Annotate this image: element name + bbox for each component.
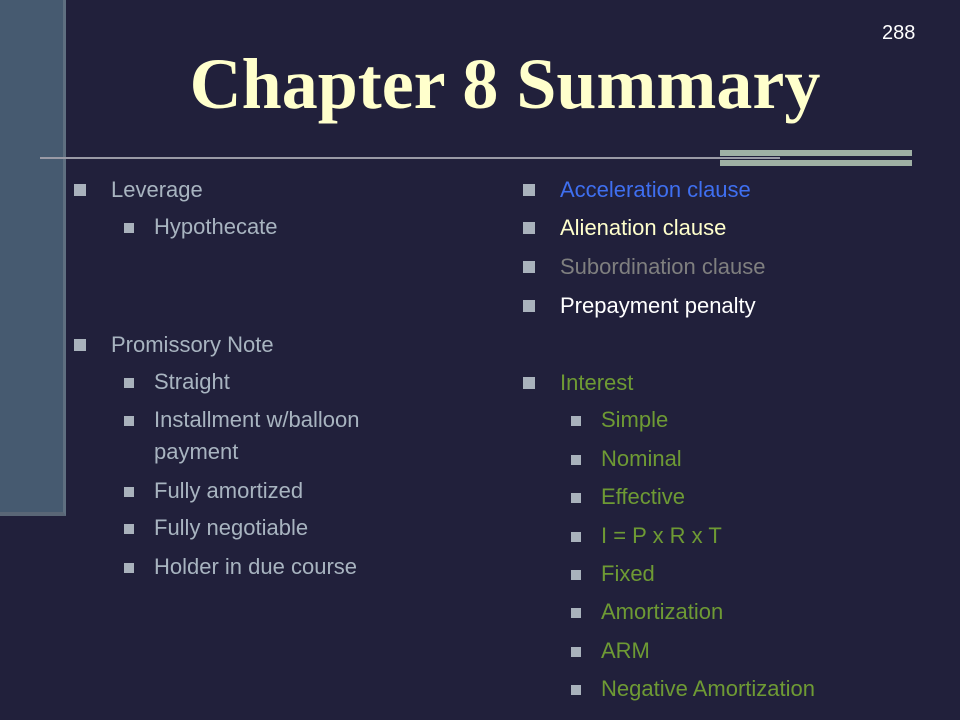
list-item bbox=[571, 596, 723, 628]
square-bullet-icon bbox=[571, 570, 581, 580]
title-divider-bar-top bbox=[720, 150, 912, 156]
list-item bbox=[124, 512, 308, 544]
list-item bbox=[571, 443, 682, 475]
square-bullet-icon bbox=[523, 184, 535, 196]
square-bullet-icon bbox=[74, 184, 86, 196]
list-item-label: Promissory Note bbox=[111, 332, 274, 357]
list-item bbox=[571, 520, 722, 552]
list-item bbox=[571, 404, 668, 436]
square-bullet-icon bbox=[571, 608, 581, 618]
list-item-label: I = P x R x T bbox=[601, 523, 722, 548]
list-item-label: Fixed bbox=[601, 561, 655, 586]
list-item bbox=[523, 215, 726, 241]
list-item bbox=[571, 558, 655, 590]
list-item-label: Nominal bbox=[601, 446, 682, 471]
list-item bbox=[124, 404, 424, 468]
square-bullet-icon bbox=[571, 455, 581, 465]
square-bullet-icon bbox=[523, 300, 535, 312]
list-item bbox=[124, 366, 230, 398]
square-bullet-icon bbox=[523, 261, 535, 273]
square-bullet-icon bbox=[124, 524, 134, 534]
list-item bbox=[124, 211, 278, 243]
list-item-label: Subordination clause bbox=[560, 254, 766, 279]
square-bullet-icon bbox=[571, 532, 581, 542]
list-item-label: Negative Amortization bbox=[601, 676, 815, 701]
square-bullet-icon bbox=[571, 685, 581, 695]
square-bullet-icon bbox=[523, 222, 535, 234]
square-bullet-icon bbox=[571, 493, 581, 503]
list-item-label: Prepayment penalty bbox=[560, 293, 756, 318]
page-number: 288 bbox=[882, 22, 916, 44]
list-item-label: Fully amortized bbox=[154, 478, 304, 503]
square-bullet-icon bbox=[124, 563, 134, 573]
square-bullet-icon bbox=[523, 377, 535, 389]
square-bullet-icon bbox=[124, 487, 134, 497]
list-item-label: Effective bbox=[601, 484, 685, 509]
list-item bbox=[523, 254, 765, 280]
list-item bbox=[523, 177, 751, 203]
list-item bbox=[74, 177, 203, 203]
square-bullet-icon bbox=[124, 416, 134, 426]
list-item-label: Straight bbox=[154, 369, 230, 394]
list-item bbox=[523, 293, 756, 319]
list-item-label: Acceleration clause bbox=[560, 177, 751, 202]
list-item bbox=[124, 475, 303, 507]
list-item-label: Holder in due course bbox=[154, 554, 358, 579]
slide-title: Chapter 8 Summary bbox=[189, 44, 821, 124]
list-item-label: Interest bbox=[560, 370, 634, 395]
list-item-label: ARM bbox=[601, 638, 650, 663]
list-item bbox=[124, 551, 357, 583]
title-divider-bar-bottom bbox=[720, 160, 912, 166]
square-bullet-icon bbox=[571, 416, 581, 426]
square-bullet-icon bbox=[74, 339, 86, 351]
list-item-label: Amortization bbox=[601, 599, 724, 624]
list-item bbox=[571, 635, 650, 667]
list-item-label: Fully negotiable bbox=[154, 515, 309, 540]
square-bullet-icon bbox=[124, 378, 134, 388]
list-item bbox=[571, 481, 685, 513]
title-divider-line bbox=[40, 157, 780, 159]
list-item-label: Alienation clause bbox=[560, 215, 727, 240]
list-item-label: Leverage bbox=[111, 177, 203, 202]
square-bullet-icon bbox=[571, 647, 581, 657]
list-item bbox=[523, 370, 633, 396]
list-item bbox=[571, 673, 815, 705]
square-bullet-icon bbox=[124, 223, 134, 233]
list-item-label: Simple bbox=[601, 407, 669, 432]
list-item bbox=[74, 332, 274, 358]
list-item-label: Installment w/balloon payment bbox=[154, 407, 360, 464]
list-item-label: Hypothecate bbox=[154, 214, 278, 239]
